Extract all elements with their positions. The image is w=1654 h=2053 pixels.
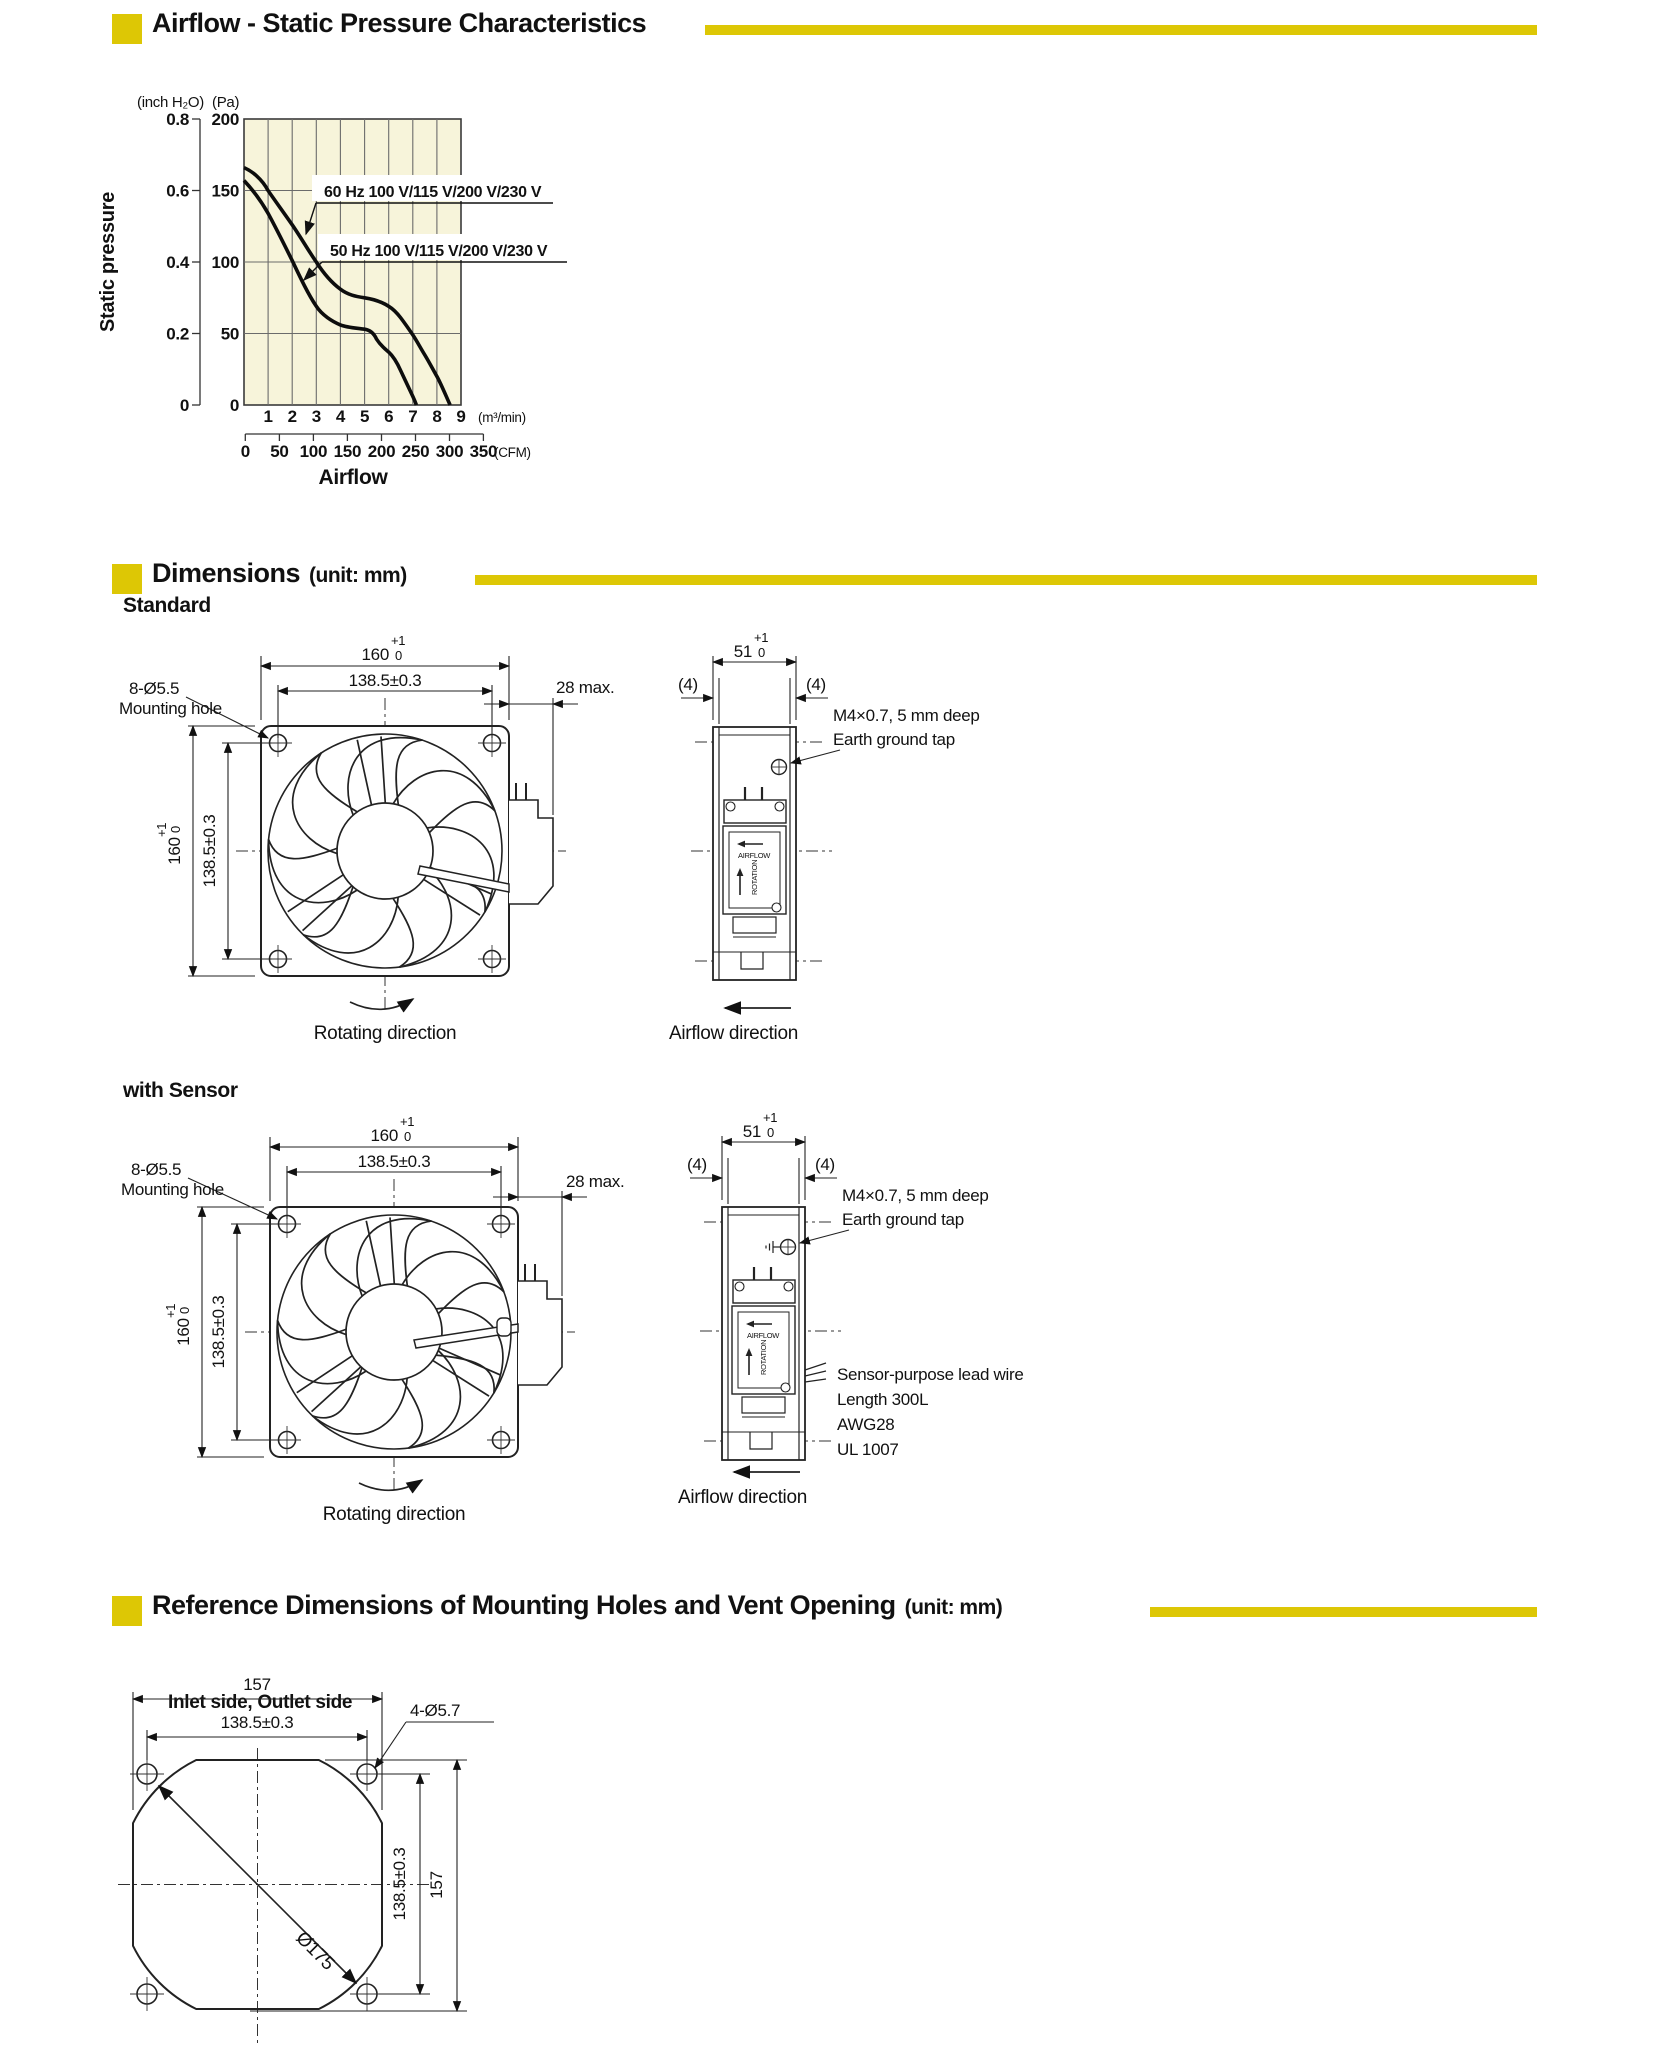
sen-mounting-hole-size: 8-Ø5.5: [131, 1160, 182, 1179]
sen-dim-51-tol0: 0: [767, 1125, 774, 1140]
svg-text:250: 250: [401, 442, 430, 461]
dimensions-drawings: [0, 590, 1200, 1555]
m3-unit-label: (m³/min): [478, 410, 526, 425]
svg-text:0: 0: [240, 442, 250, 461]
svg-text:200: 200: [211, 110, 239, 129]
svg-text:7: 7: [408, 407, 418, 426]
svg-text:0: 0: [229, 396, 239, 415]
svg-text:+1: +1: [163, 1303, 178, 1318]
section3-bullet-square: [112, 1596, 142, 1626]
svg-text:8: 8: [432, 407, 442, 426]
y-axis-title: Static pressure: [97, 191, 119, 333]
sen-dim-160-left: [163, 1304, 193, 1346]
y-unit-inch-label: (inch H₂O): [137, 94, 204, 111]
svg-text:0: 0: [168, 826, 183, 833]
svg-text:0: 0: [177, 1307, 192, 1314]
std-dim-4-right: (4): [806, 675, 826, 694]
std-dim-160-left: [154, 823, 184, 865]
svg-text:3: 3: [311, 407, 321, 426]
sensor-front-view: [260, 1196, 525, 1457]
y-unit-pa-label: (Pa): [212, 94, 240, 111]
inch-tick-labels: [166, 110, 190, 415]
svg-text:160: 160: [165, 837, 184, 865]
std-dim-4-left: (4): [678, 675, 698, 694]
svg-text:160: 160: [174, 1318, 193, 1346]
sensor-note-4: UL 1007: [837, 1440, 899, 1459]
svg-text:+1: +1: [154, 822, 169, 837]
pa-tick-labels: [212, 110, 239, 415]
vent-dim-1385-top: 138.5±0.3: [220, 1713, 294, 1732]
section3-title-text: Reference Dimensions of Mounting Holes and Vent Opening: [152, 1590, 896, 1620]
sensor-lead-wires: [805, 1363, 826, 1382]
sen-rotating-direction: Rotating direction: [322, 1504, 466, 1525]
section3-unit: (unit: mm): [904, 1596, 1003, 1619]
sen-dim-160-top-tolp: +1: [400, 1114, 415, 1129]
x-axis-title: Airflow: [318, 466, 388, 489]
std-rotating-direction: Rotating direction: [313, 1023, 457, 1044]
svg-text:2: 2: [287, 407, 297, 426]
svg-text:350: 350: [469, 442, 498, 461]
vent-dim-157-right: 157: [427, 1871, 446, 1899]
std-earth-tap-line1: M4×0.7, 5 mm deep: [833, 706, 980, 725]
section1-bullet-square: [112, 14, 142, 44]
section2-unit: (unit: mm): [309, 564, 407, 587]
standard-front-view: [251, 715, 516, 976]
vent-diameter-label: Ø175: [291, 1927, 339, 1975]
svg-text:50: 50: [270, 442, 289, 461]
inch-axis: [192, 119, 200, 405]
std-dim-51-tolp: +1: [754, 630, 769, 645]
sen-earth-tap-line2: Earth ground tap: [842, 1210, 964, 1229]
section2-title: [152, 558, 407, 589]
sen-dim-51: 51: [742, 1122, 761, 1141]
std-dim-51-tol0: 0: [758, 645, 765, 660]
std-dim-1385-top: 138.5±0.3: [348, 671, 422, 690]
std-mounting-hole-label: Mounting hole: [119, 699, 222, 718]
sen-plate-rotation: ROTATION: [759, 1339, 768, 1375]
std-plate-airflow: AIRFLOW: [738, 851, 771, 860]
sen-airflow-direction: Airflow direction: [678, 1487, 808, 1508]
svg-text:4: 4: [335, 407, 345, 426]
vent-opening-drawing: [80, 1660, 640, 2053]
sen-dim-4-right: (4): [815, 1155, 835, 1174]
svg-text:5: 5: [360, 407, 370, 426]
sen-dim-1385-top: 138.5±0.3: [357, 1152, 431, 1171]
section3-title: [152, 1590, 1002, 1621]
standard-views: [119, 630, 980, 1044]
std-dim-160-top-tolp: +1: [391, 633, 406, 648]
airflow-static-pressure-chart: [90, 85, 730, 500]
vent-dim-157-top: 157: [243, 1675, 271, 1694]
svg-text:150: 150: [211, 181, 239, 201]
std-28max-label: 28 max.: [556, 678, 615, 697]
std-dim-1385-left: 138.5±0.3: [200, 814, 219, 888]
sensor-note-3: AWG28: [837, 1415, 895, 1434]
vent-hole-callout: 4-Ø5.7: [410, 1701, 461, 1720]
svg-text:0.4: 0.4: [166, 253, 189, 272]
std-dim-160-top: 160: [361, 645, 389, 664]
vent-dim-1385-right: 138.5±0.3: [390, 1847, 409, 1921]
std-earth-tap-line2: Earth ground tap: [833, 730, 955, 749]
svg-text:6: 6: [384, 407, 394, 426]
svg-text:0.2: 0.2: [166, 324, 189, 344]
std-mounting-hole-size: 8-Ø5.5: [129, 679, 180, 698]
std-plate-rotation: ROTATION: [750, 859, 759, 895]
cfm-unit-label: (CFM): [494, 445, 531, 460]
subtitle-with-sensor: with Sensor: [123, 1079, 238, 1102]
section1-rule: [705, 25, 1537, 35]
svg-text:150: 150: [333, 442, 362, 461]
m3-tick-labels: [264, 407, 466, 426]
sen-mounting-hole-label: Mounting hole: [121, 1180, 224, 1199]
svg-text:0.6: 0.6: [166, 181, 189, 201]
section1-title: Airflow - Static Pressure Characteristics: [152, 8, 647, 38]
sen-28max-label: 28 max.: [566, 1172, 625, 1191]
section3-rule: [1150, 1607, 1537, 1617]
svg-text:50: 50: [220, 324, 239, 344]
sen-dim-1385-left: 138.5±0.3: [209, 1295, 228, 1369]
sen-dim-51-tolp: +1: [763, 1110, 778, 1125]
std-airflow-direction: Airflow direction: [669, 1023, 799, 1044]
sensor-note-1: Sensor-purpose lead wire: [837, 1365, 1024, 1384]
sensor-note-2: Length 300L: [837, 1390, 929, 1409]
section2-title-text: Dimensions: [152, 558, 301, 588]
sen-dim-160-top-tol0: 0: [404, 1129, 411, 1144]
series-label-60hz: 60 Hz 100 V/115 V/200 V/230 V: [324, 184, 542, 201]
cfm-axis: [245, 434, 483, 441]
svg-text:0.8: 0.8: [166, 110, 189, 129]
svg-text:0: 0: [179, 396, 189, 415]
sensor-views: [121, 1110, 1024, 1525]
svg-text:100: 100: [299, 442, 328, 461]
subtitle-standard: Standard: [123, 594, 211, 617]
std-dim-160-top-tol0: 0: [395, 648, 402, 663]
sen-dim-4-left: (4): [687, 1155, 707, 1174]
subtitle-inlet-outlet: Inlet side, Outlet side: [168, 1692, 353, 1713]
svg-text:9: 9: [456, 407, 466, 426]
std-dim-51: 51: [733, 642, 752, 661]
standard-earth-screw: [771, 759, 787, 775]
svg-text:100: 100: [211, 253, 239, 272]
sen-dim-160-top: 160: [370, 1126, 398, 1145]
svg-text:1: 1: [263, 407, 273, 426]
svg-text:300: 300: [435, 442, 464, 461]
svg-text:200: 200: [367, 442, 396, 461]
sen-earth-tap-line1: M4×0.7, 5 mm deep: [842, 1186, 989, 1205]
cfm-tick-labels: [241, 442, 497, 461]
sen-plate-airflow: AIRFLOW: [747, 1331, 780, 1340]
series-label-50hz: 50 Hz 100 V/115 V/200 V/230 V: [330, 243, 548, 260]
section2-rule: [475, 575, 1537, 585]
